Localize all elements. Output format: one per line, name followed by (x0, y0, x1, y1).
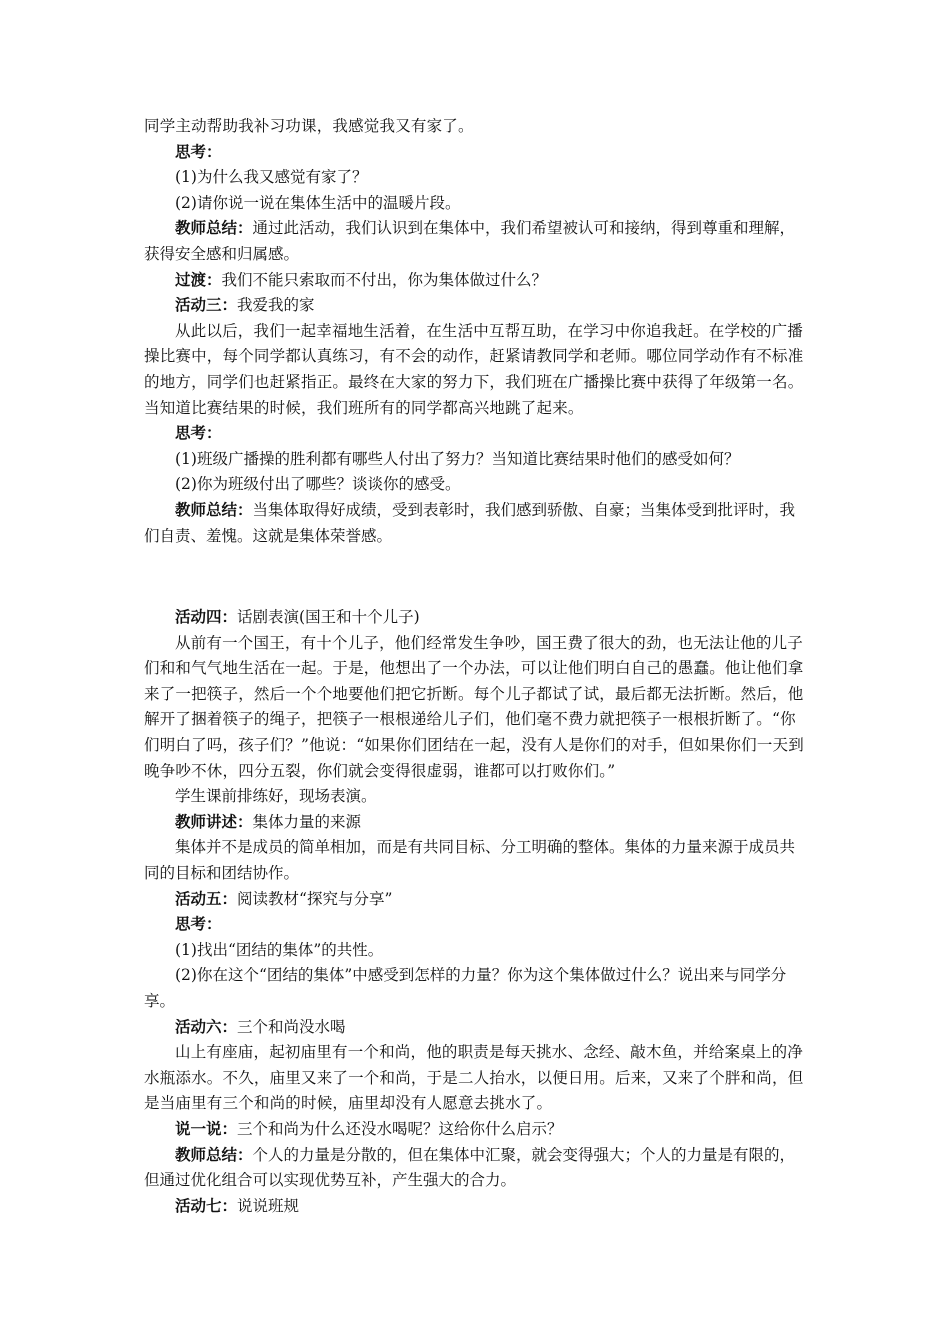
paragraph-text: 阅读教材“探究与分享” (237, 889, 393, 908)
paragraph-label: 活动六： (175, 1017, 238, 1036)
paragraph-text: 三个和尚为什么还没水喝呢？这给你什么启示？ (237, 1119, 563, 1138)
paragraph-text: 通过此活动，我们认识到在集体中，我们希望被认可和接纳，得到尊重和理解，获得安全感和归属感。 (144, 219, 796, 263)
labeled-paragraph (144, 1015, 808, 1041)
paragraph-label: 教师总结： (175, 219, 253, 238)
paragraph-label: 教师讲述： (175, 812, 253, 831)
paragraph-label: 教师总结： (175, 1145, 253, 1164)
blank-line (144, 565, 808, 590)
labeled-paragraph (144, 1194, 808, 1220)
paragraph-label: 教师总结： (175, 500, 253, 519)
paragraph-label: 活动五： (175, 889, 238, 908)
labeled-paragraph (144, 498, 808, 549)
paragraph-text: 山上有座庙，起初庙里有一个和尚，他的职责是每天挑水、念经、敲木鱼，并给案桌上的净水瓶添水。不久，庙里又来了一个和尚，于是二人抬水，以便日用。后来，又来了个胖和尚，但是当庙里有三个和尚的时候，庙里却没有人愿意去挑水了。 (144, 1043, 804, 1113)
paragraph-text: 我爱我的家 (237, 296, 315, 315)
paragraph (144, 784, 808, 810)
paragraph-text: 话剧表演(国王和十个儿子) (237, 608, 420, 627)
paragraph (144, 114, 808, 140)
labeled-paragraph (144, 1143, 808, 1194)
labeled-paragraph (144, 810, 808, 836)
paragraph (144, 631, 808, 785)
paragraph-text: 个人的力量是分散的，但在集体中汇聚，就会变得强大；个人的力量是有限的，但通过优化组合可以实现优势互补，产生强大的合力。 (144, 1145, 796, 1190)
paragraph-text: 集体并不是成员的简单相加，而是有共同目标、分工明确的整体。集体的力量来源于成员共同的目标和团结协作。 (144, 838, 796, 883)
paragraph-text: 我们不能只索取而不付出，你为集体做过什么？ (221, 270, 548, 289)
paragraph-label: 说一说： (175, 1119, 238, 1138)
paragraph (144, 472, 808, 498)
paragraph-text: (1)为什么我又感觉有家了？ (175, 168, 368, 187)
paragraph-text: (2)请你说一说在集体生活中的温暖片段。 (175, 193, 461, 212)
paragraph-text: 集体力量的来源 (252, 812, 362, 831)
labeled-paragraph (144, 140, 808, 166)
labeled-paragraph (144, 268, 808, 294)
paragraph-text: (1)班级广播操的胜利都有哪些人付出了努力？当知道比赛结果时他们的感受如何？ (175, 449, 740, 468)
labeled-paragraph (144, 605, 808, 631)
paragraph (144, 191, 808, 217)
paragraph-label: 过渡： (175, 270, 222, 289)
labeled-paragraph (144, 216, 808, 267)
paragraph (144, 835, 808, 886)
paragraph-text: 说说班规 (237, 1196, 300, 1215)
paragraph-text: 同学主动帮助我补习功课，我感觉我又有家了。 (144, 117, 474, 135)
paragraph-label: 思考： (175, 915, 222, 934)
labeled-paragraph (144, 912, 808, 938)
paragraph (144, 938, 808, 964)
paragraph-label: 思考： (175, 142, 222, 161)
paragraph (144, 963, 808, 1014)
paragraph (144, 165, 808, 191)
labeled-paragraph (144, 421, 808, 447)
paragraph-text: (1)找出“团结的集体”的共性。 (175, 940, 384, 959)
paragraph-label: 活动七： (175, 1196, 238, 1215)
paragraph-text: 三个和尚没水喝 (237, 1017, 346, 1036)
paragraph (144, 447, 808, 473)
paragraph-text: 从前有一个国王，有十个儿子，他们经常发生争吵，国王费了很大的劲，也无法让他的儿子们和和气气地生活在一起。于是，他想出了一个办法，可以让他们明白自己的愚蠢。他让他们拿来了一把筷子，然后一个个地要他们把它折断。每个儿子都试了试，最后都无法折断。然后，他解开了捆着筷子的绳子，把筷子一根根递给儿子们，他们毫不费力就把筷子一根根折断了。“你们明白了吗，孩子们？”他说：“如果你们团结在一起，没有人是你们的对手，但如果你们一天到晚争吵不休，四分五裂，你们就会变得很虚弱，谁都可以打败你们。” (144, 633, 804, 780)
labeled-paragraph (144, 887, 808, 913)
paragraph-label: 活动四： (175, 608, 238, 627)
paragraph-label: 思考： (175, 424, 222, 443)
labeled-paragraph (144, 1117, 808, 1143)
paragraph (144, 319, 808, 421)
paragraph-text: 从此以后，我们一起幸福地生活着，在生活中互帮互助，在学习中你追我赶。在学校的广播操比赛中，每个同学都认真练习，有不会的动作，赶紧请教同学和老师。哪位同学动作有不标准的地方，同学们也赶紧指正。最终在大家的努力下，我们班在广播操比赛中获得了年级第一名。当知道比赛结果的时候，我们班所有的同学都高兴地跳了起来。 (144, 321, 804, 417)
paragraph-text: 当集体取得好成绩，受到表彰时，我们感到骄傲、自豪；当集体受到批评时，我们自责、羞愧。这就是集体荣誉感。 (144, 500, 796, 545)
document-body (144, 114, 808, 1219)
paragraph-text: (2)你在这个“团结的集体”中感受到怎样的力量？你为这个集体做过什么？说出来与同学分享。 (144, 966, 787, 1010)
paragraph-text: (2)你为班级付出了哪些？谈谈你的感受。 (175, 475, 461, 494)
paragraph-label: 活动三： (175, 296, 238, 315)
paragraph-text: 学生课前排练好，现场表演。 (175, 787, 377, 806)
paragraph (144, 1040, 808, 1117)
labeled-paragraph (144, 293, 808, 319)
